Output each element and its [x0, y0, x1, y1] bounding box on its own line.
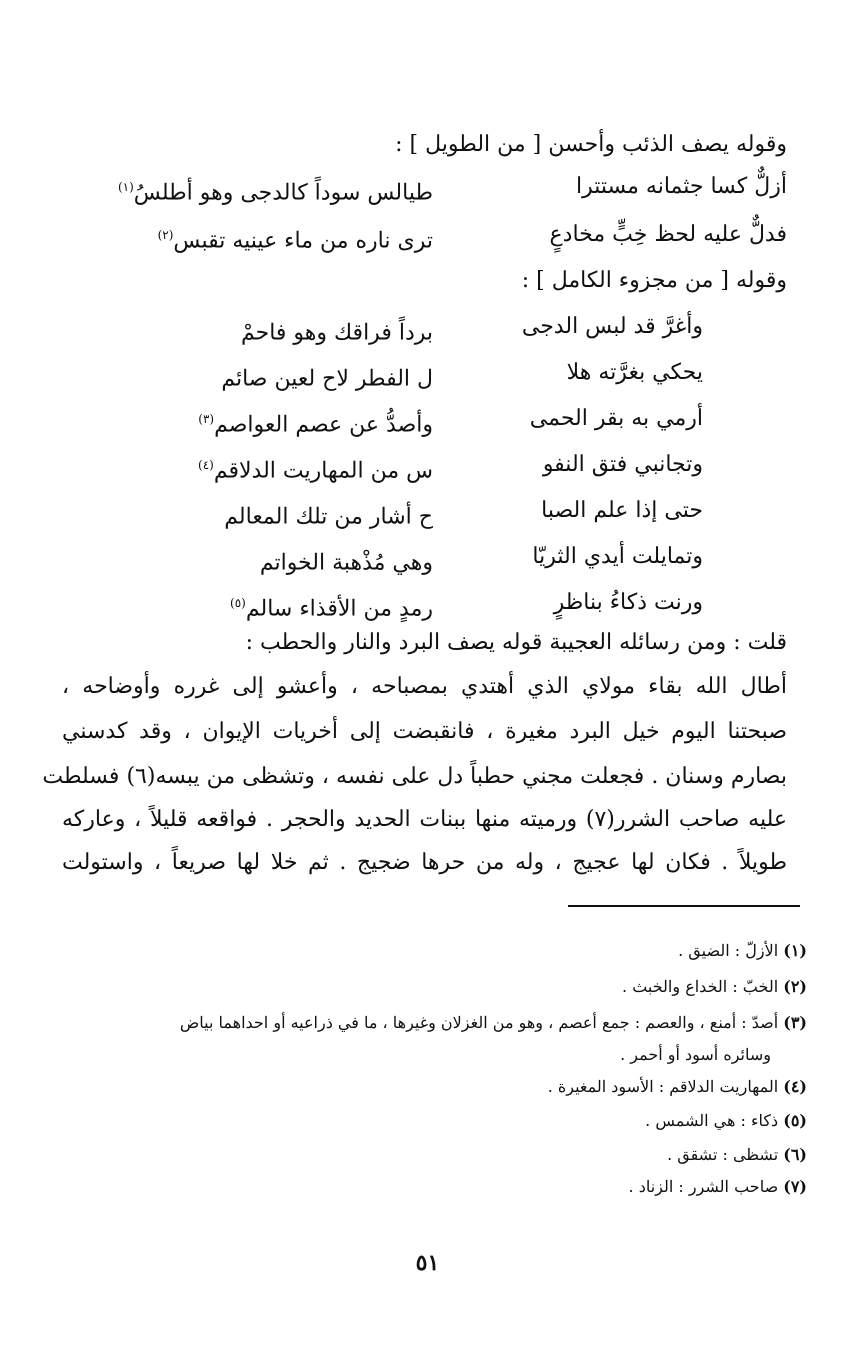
footnote-ref: (٤)	[198, 458, 214, 472]
verse-3-second-hemistich: برداً فراقك وهو فاحمْ	[240, 320, 433, 346]
footnote-5: (٥) ذكاء : هي الشمس .	[645, 1111, 807, 1130]
page-number: ٥١	[415, 1250, 440, 1276]
verse-6-first-hemistich: وتجانبي فتق النفو	[542, 452, 703, 477]
verse-5-second-hemistich: وأصدُّ عن عصم العواصم$^{(٣)}$	[198, 412, 433, 438]
prose-line-5: طويلاً . فكان لها عجيج ، وله من حرها ضجيج . ثم خلا لها صريعاً ، واستولت	[62, 850, 787, 875]
verse-3-first-hemistich: وأغرَّ قد لبس الدجى	[521, 314, 703, 339]
prose-line-1: أطال الله بقاء مولاي الذي أهتدي بمصباحه ، وأعشو إلى غرره وأوضاحه ،	[62, 674, 787, 699]
footnote-ref: (٢)	[157, 228, 174, 242]
verse-9-second-hemistich: رمدٍ من الأقذاء سالم$^{(٥)}$	[230, 596, 433, 622]
intro-line-3: قلت : ومن رسائله العجيبة قوله يصف البرد والنار والحطب :	[245, 630, 787, 655]
verse-1-second-hemistich: طيالس سوداً كالدجى وهو أطلسُ$^{(١)}$	[117, 180, 433, 206]
verse-8-second-hemistich: وهي مُذْهبة الخواتم	[259, 550, 433, 576]
footnote-ref: (١)	[117, 180, 134, 194]
footnote-6: (٦) تشظى : تشقق .	[667, 1145, 807, 1164]
verse-6-second-hemistich: س من المهاريت الدلاقم$^{(٤)}$	[198, 458, 433, 484]
footnote-7: (٧) صاحب الشرر : الزناد .	[628, 1177, 807, 1196]
intro-line-2: وقوله [ من مجزوء الكامل ] :	[521, 268, 787, 293]
footnote-1: (١) الأزلّ : الضيق .	[678, 941, 807, 960]
prose-line-3: بصارم وسنان . فجعلت مجني حطباً دل على نفسه ، وتشظى من يبسه(٦) فسلطت	[42, 764, 787, 789]
footnote-3-continuation: وسائره أسود أو أحمر .	[620, 1045, 771, 1064]
verse-5-first-hemistich: أرمي به بقر الحمى	[529, 406, 703, 431]
footnote-number: (٣)	[783, 1013, 807, 1032]
verse-7-first-hemistich: حتى إذا علم الصبا	[541, 498, 703, 523]
verse-4-first-hemistich: يحكي بغرَّته هلا	[566, 360, 703, 385]
verse-2-second-hemistich: ترى ناره من ماء عينيه تقبس$^{(٢)}$	[157, 228, 433, 254]
footnote-number: (٧)	[783, 1177, 807, 1196]
footnote-separator	[568, 905, 800, 907]
verse-1-first-hemistich: أزلٌّ كسا جثمانه مستترا	[575, 174, 787, 199]
intro-line-1: وقوله يصف الذئب وأحسن [ من الطويل ] :	[395, 132, 787, 157]
footnote-ref: (٣)	[198, 412, 215, 426]
footnote-ref: (٥)	[230, 596, 246, 610]
footnote-number: (٦)	[783, 1145, 807, 1164]
prose-line-4: عليه صاحب الشرر(٧) ورميته منها ببنات الحديد والحجر . فواقعه قليلاً ، وعاركه	[62, 807, 788, 832]
footnote-number: (٤)	[783, 1077, 807, 1096]
verse-7-second-hemistich: ح أشار من تلك المعالم	[224, 504, 433, 530]
footnote-4: (٤) المهاريت الدلاقم : الأسود المغيرة .	[547, 1077, 807, 1096]
footnote-2: (٢) الخبّ : الخداع والخبث .	[622, 977, 807, 996]
verse-2-first-hemistich: فدلٌّ عليه لحظ خِبٍّ مخادعٍ	[549, 222, 787, 247]
footnote-3: (٣) أصدّ : أمنع ، والعصم : جمع أعصم ، وهو من الغزلان وغيرها ، ما في ذراعيه أو احداهما بياض	[179, 1013, 807, 1032]
verse-4-second-hemistich: ل الفطر لاح لعين صائم	[221, 366, 433, 392]
verse-9-first-hemistich: ورنت ذكاءُ بناظرٍ	[553, 590, 703, 615]
footnote-number: (١)	[783, 941, 807, 960]
verse-8-first-hemistich: وتمايلت أيدي الثريّا	[532, 544, 703, 569]
footnote-number: (٢)	[783, 977, 807, 996]
prose-line-2: صبحتنا اليوم خيل البرد مغيرة ، فانقبضت إلى أخريات الإيوان ، وقد كدسني	[62, 719, 787, 744]
footnote-number: (٥)	[783, 1111, 807, 1130]
